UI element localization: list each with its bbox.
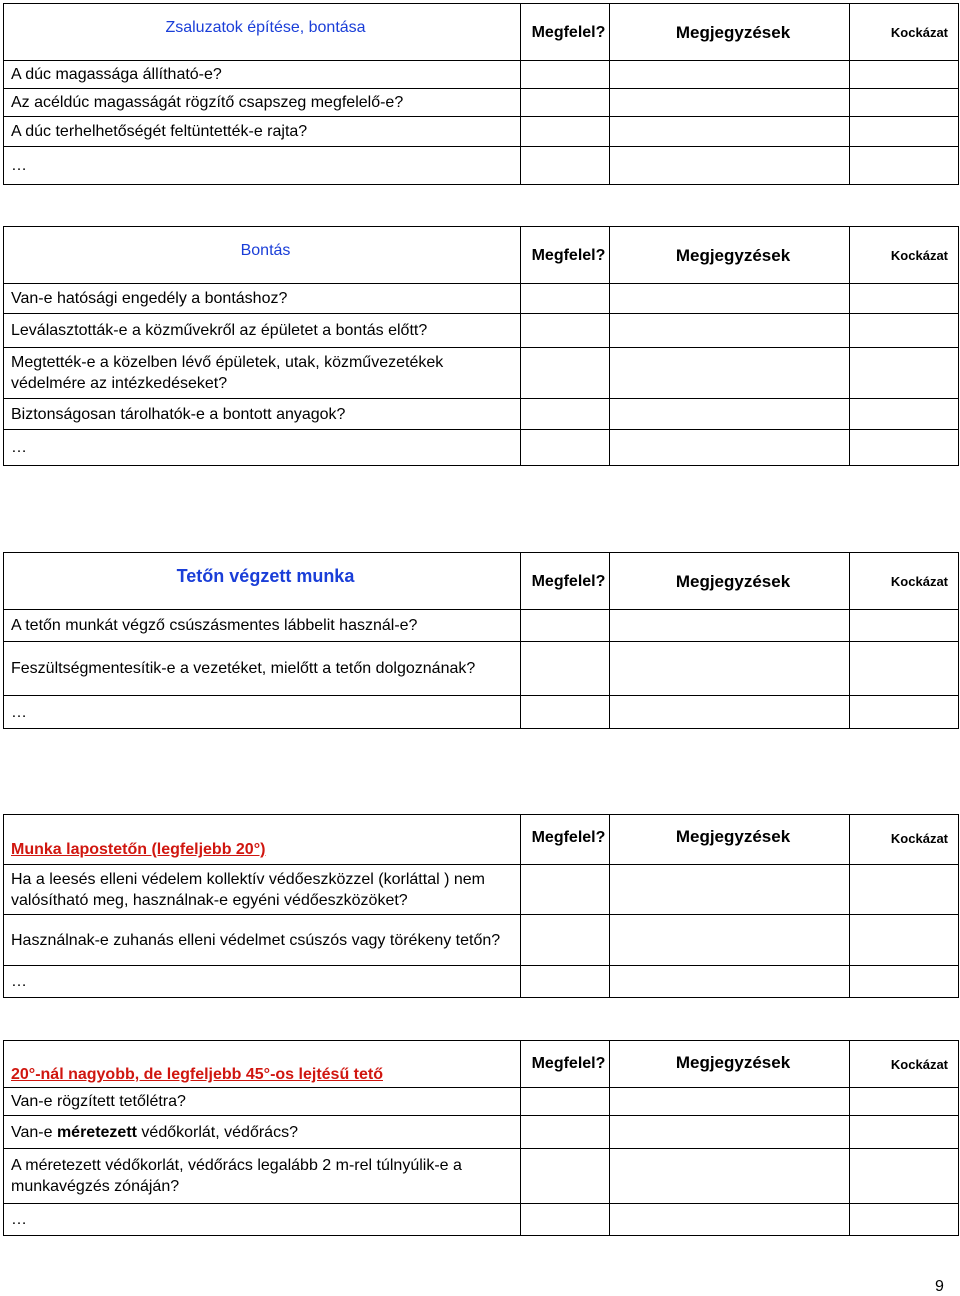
kockazat-cell[interactable] xyxy=(850,284,959,314)
header-kockazat: Kockázat xyxy=(850,553,959,610)
question-item xyxy=(4,1116,521,1149)
megjegyzes-cell[interactable] xyxy=(610,1088,850,1116)
question-item: A dúc magassága állítható-e? xyxy=(4,61,521,89)
megfelel-cell[interactable] xyxy=(521,915,610,966)
kockazat-cell[interactable] xyxy=(850,430,959,466)
megjegyzes-cell[interactable] xyxy=(610,284,850,314)
bold-word: méretezett xyxy=(56,1123,137,1141)
question-item: Leválasztották-e a közművekről az épületet a bontás előtt? xyxy=(4,314,521,348)
question-item: A dúc terhelhetőségét feltüntették-e rajta? xyxy=(4,117,521,147)
megfelel-cell[interactable] xyxy=(521,1116,610,1149)
question-part: védőkorlát, védőrács? xyxy=(136,1123,298,1141)
question-item: Biztonságosan tárolhatók-e a bontott anyagok? xyxy=(4,399,521,430)
kockazat-cell[interactable] xyxy=(850,89,959,117)
question-item: … xyxy=(4,1204,521,1236)
megjegyzes-cell[interactable] xyxy=(610,1204,850,1236)
kockazat-cell[interactable] xyxy=(850,1149,959,1204)
megjegyzes-cell[interactable] xyxy=(610,1149,850,1204)
megfelel-cell[interactable] xyxy=(521,696,610,729)
question-item: Van-e hatósági engedély a bontáshoz? xyxy=(4,284,521,314)
megfelel-cell[interactable] xyxy=(521,966,610,998)
header-megjegyzesek: Megjegyzések xyxy=(610,1041,850,1088)
section-lejtes xyxy=(3,1040,959,1236)
megjegyzes-cell[interactable] xyxy=(610,915,850,966)
kockazat-cell[interactable] xyxy=(850,1088,959,1116)
header-megjegyzesek: Megjegyzések xyxy=(610,815,850,865)
kockazat-cell[interactable] xyxy=(850,348,959,399)
megjegyzes-cell[interactable] xyxy=(610,89,850,117)
megjegyzes-cell[interactable] xyxy=(610,314,850,348)
kockazat-cell[interactable] xyxy=(850,399,959,430)
megfelel-cell[interactable] xyxy=(521,430,610,466)
kockazat-cell[interactable] xyxy=(850,117,959,147)
header-megfelel: Megfelel? xyxy=(521,4,610,61)
question-item: … xyxy=(4,430,521,466)
question-item: A méretezett védőkorlát, védőrács legalább 2 m-rel túlnyúlik-e a munkavégzés zónáján? xyxy=(4,1149,521,1204)
megfelel-cell[interactable] xyxy=(521,1088,610,1116)
megfelel-cell[interactable] xyxy=(521,1204,610,1236)
megjegyzes-cell[interactable] xyxy=(610,399,850,430)
section-title-text: 20°-nál nagyobb, de legfeljebb 45°-os lejtésű tető xyxy=(11,1066,383,1083)
megjegyzes-cell[interactable] xyxy=(610,865,850,915)
kockazat-cell[interactable] xyxy=(850,915,959,966)
megfelel-cell[interactable] xyxy=(521,610,610,642)
megjegyzes-cell[interactable] xyxy=(610,61,850,89)
megfelel-cell[interactable] xyxy=(521,117,610,147)
section-title: Bontás xyxy=(4,227,521,284)
header-kockazat: Kockázat xyxy=(850,1041,959,1088)
megjegyzes-cell[interactable] xyxy=(610,1116,850,1149)
megfelel-cell[interactable] xyxy=(521,89,610,117)
section-zsaluzatok xyxy=(3,3,959,185)
question-item: … xyxy=(4,696,521,729)
question-item: A tetőn munkát végző csúszásmentes lábbelit használ-e? xyxy=(4,610,521,642)
question-item: … xyxy=(4,966,521,998)
question-item: Van-e rögzített tetőlétra? xyxy=(4,1088,521,1116)
section-lapostet xyxy=(3,814,959,998)
question-item: … xyxy=(4,147,521,185)
question-item: Ha a leesés elleni védelem kollektív védőeszközzel (korláttal ) nem valósítható meg, használnak-e egyéni védőeszközöket? xyxy=(4,865,521,915)
megjegyzes-cell[interactable] xyxy=(610,117,850,147)
kockazat-cell[interactable] xyxy=(850,147,959,185)
megjegyzes-cell[interactable] xyxy=(610,147,850,185)
kockazat-cell[interactable] xyxy=(850,314,959,348)
megfelel-cell[interactable] xyxy=(521,399,610,430)
kockazat-cell[interactable] xyxy=(850,1204,959,1236)
kockazat-cell[interactable] xyxy=(850,696,959,729)
section-title xyxy=(4,1041,521,1088)
megfelel-cell[interactable] xyxy=(521,1149,610,1204)
header-megfelel: Megfelel? xyxy=(521,1041,610,1088)
kockazat-cell[interactable] xyxy=(850,610,959,642)
megjegyzes-cell[interactable] xyxy=(610,642,850,696)
kockazat-cell[interactable] xyxy=(850,61,959,89)
section-title: Zsaluzatok építése, bontása xyxy=(4,4,521,61)
kockazat-cell[interactable] xyxy=(850,966,959,998)
question-item: Az acéldúc magasságát rögzítő csapszeg megfelelő-e? xyxy=(4,89,521,117)
header-kockazat: Kockázat xyxy=(850,815,959,865)
section-teto xyxy=(3,552,959,729)
header-megfelel: Megfelel? xyxy=(521,227,610,284)
megjegyzes-cell[interactable] xyxy=(610,348,850,399)
section-title xyxy=(4,815,521,865)
megjegyzes-cell[interactable] xyxy=(610,430,850,466)
question-item: Használnak-e zuhanás elleni védelmet csúszós vagy törékeny tetőn? xyxy=(4,915,521,966)
section-title: Tetőn végzett munka xyxy=(4,553,521,610)
section-title-text: Munka lapostetőn (legfeljebb 20°) xyxy=(11,841,266,858)
page-number: 9 xyxy=(935,1278,944,1295)
megfelel-cell[interactable] xyxy=(521,284,610,314)
question-item: Megtették-e a közelben lévő épületek, utak, közművezetékek védelmére az intézkedéseket? xyxy=(4,348,521,399)
megfelel-cell[interactable] xyxy=(521,865,610,915)
question-item: Feszültségmentesítik-e a vezetéket, mielőtt a tetőn dolgoznának? xyxy=(4,642,521,696)
megjegyzes-cell[interactable] xyxy=(610,696,850,729)
megjegyzes-cell[interactable] xyxy=(610,610,850,642)
header-megjegyzesek: Megjegyzések xyxy=(610,553,850,610)
kockazat-cell[interactable] xyxy=(850,1116,959,1149)
header-megfelel: Megfelel? xyxy=(521,553,610,610)
megfelel-cell[interactable] xyxy=(521,642,610,696)
megjegyzes-cell[interactable] xyxy=(610,966,850,998)
header-kockazat: Kockázat xyxy=(850,227,959,284)
megfelel-cell[interactable] xyxy=(521,147,610,185)
question-part: Van-e xyxy=(11,1123,57,1141)
header-megfelel: Megfelel? xyxy=(521,815,610,865)
kockazat-cell[interactable] xyxy=(850,865,959,915)
megfelel-cell[interactable] xyxy=(521,61,610,89)
header-kockazat: Kockázat xyxy=(850,4,959,61)
megfelel-cell[interactable] xyxy=(521,314,610,348)
header-megjegyzesek: Megjegyzések xyxy=(610,4,850,61)
kockazat-cell[interactable] xyxy=(850,642,959,696)
section-bontas xyxy=(3,226,959,466)
megfelel-cell[interactable] xyxy=(521,348,610,399)
header-megjegyzesek: Megjegyzések xyxy=(610,227,850,284)
